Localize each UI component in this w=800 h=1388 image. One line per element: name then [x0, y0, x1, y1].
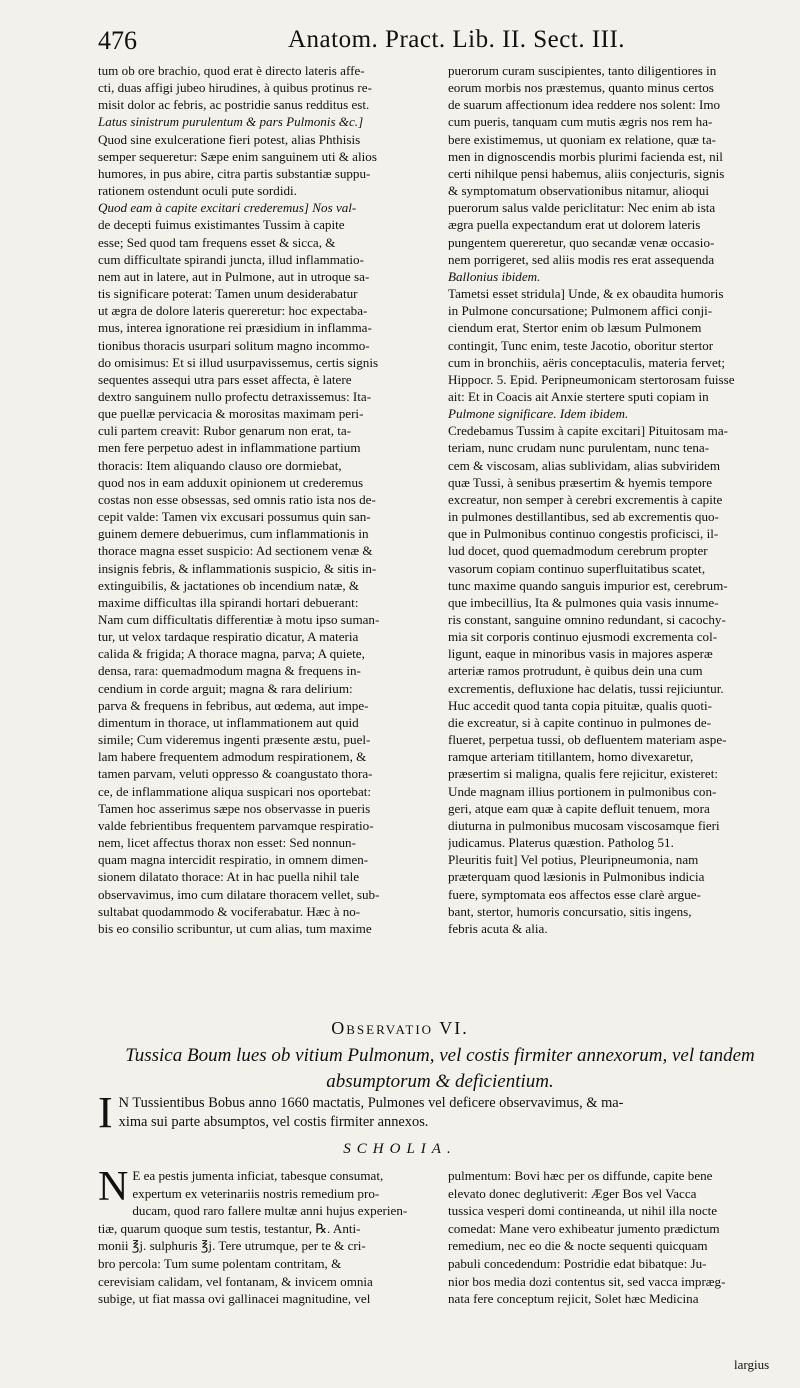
text-line: tur, ut velox tardaque respiratio dicatur, A materia: [98, 629, 359, 645]
text-line: cti, duas affigi jubeo hirudines, à quibus protinus re-: [98, 80, 372, 96]
text-line: cepit valde: Tamen vix excusari possumus quin san-: [98, 509, 371, 525]
running-title: Anatom. Pract. Lib. II. Sect. III.: [288, 26, 626, 53]
text-line: Quod sine exulceratione fieri potest, alias Phthisis: [98, 131, 361, 147]
text-line: quæ Tussi, à senibus præsertim & hyemis tempore: [448, 474, 713, 490]
text-line: remedium, nec eo die & nocte sequenti quicquam: [448, 1238, 708, 1254]
text-line: Pulmone significare. Idem ibidem.: [448, 406, 629, 422]
text-line: puerorum salus valde periclitatur: Nec enim ab ista: [448, 200, 716, 216]
text-line: tionibus thoracis usurpari solitum magno incommo-: [98, 337, 370, 353]
text-line: parva & frequens in febribus, aut œdema, aut impe-: [98, 697, 369, 713]
text-line: nior bos media dozi contentus sit, sed vacca impræg-: [448, 1273, 726, 1289]
text-line: que imbecillius, Ita & pulmones quia vasis innume-: [448, 594, 719, 610]
right-column: [448, 62, 773, 937]
text-line: febris acuta & alia.: [448, 920, 548, 936]
text-line: valde febrientibus frequentem parvamque respiratio-: [98, 817, 374, 833]
text-line: certi nihilque pensi habemus, aliis conjecturis, signis: [448, 165, 725, 181]
observation-intro: [98, 1088, 788, 1137]
text-line: cem & viscosam, alias sublividam, alias subviridem: [448, 457, 721, 473]
text-line: expertum ex veterinariis nostris remedium pro-: [132, 1185, 380, 1201]
text-line: cum pueris, tanquam cum mutis ægris nos rem ha-: [448, 114, 713, 130]
text-line: de suarum affectionum idea reddere nos solent: Imo: [448, 97, 721, 113]
text-line: sequentes assequi utra pars esset affecta, è latere: [98, 371, 352, 387]
text-line: ce, de inflammatione aliqua suspicari nos oportebat:: [98, 783, 372, 799]
text-line: bis eo consilio scribuntur, ut cum alias, tum maxime: [98, 920, 372, 936]
text-line: nata fere conceptum rejicit, Solet hæc Medicina: [448, 1291, 699, 1307]
text-line: insignis febris, & inflammationis suspicio, & sitis in-: [98, 560, 377, 576]
text-line: pabuli concedendum: Postridie edat bibatque: Ju-: [448, 1255, 707, 1271]
text-line: guinem demere debuerimus, cum inflammationis in: [98, 526, 369, 542]
text-line: Ballonius ibidem.: [448, 268, 541, 284]
text-line: que puellæ pervicacia & morositas maximam peri-: [98, 406, 364, 422]
text-line: excrementis, defluxione hac delatis, tussi rejiciuntur.: [448, 680, 724, 696]
text-line: ducam, quod raro fallere multæ anni hujus experien-: [132, 1203, 408, 1219]
text-line: Nam cum difficultatis differentiæ à motu ipso suman-: [98, 612, 380, 627]
text-line: judicamus. Platerus quæstion. Patholog 51.: [448, 835, 674, 851]
text-line: Quod eam à capite excitari crederemus] Nos val-: [98, 200, 357, 216]
text-line: puerorum curam suscipientes, tanto diligentiores in: [448, 63, 717, 78]
text-line: ramque arteriam titillantem, homo divexaretur,: [448, 749, 694, 765]
text-line: esse; Sed quod tam frequens esset & sicca, &: [98, 234, 336, 250]
text-line: arteriæ ramos protrudunt, è quibus dein una cum: [448, 663, 703, 679]
text-line: costas non esse obsessas, sed omnis ratio ista nos de-: [98, 491, 376, 507]
text-line: tis significare poterat: Tamen unum desiderabatur: [98, 286, 358, 302]
text-line: tussica vesperi domi contineanda, ut nihil illa nocte: [448, 1203, 718, 1219]
running-header: [98, 26, 738, 56]
text-line: Huc accedit quod tanta copia pituitæ, qualis quoti-: [448, 697, 712, 713]
text-line: cum difficultate spirandi juncta, illud inflammatio-: [98, 251, 364, 267]
text-line: tunc maxime quando sanguis impurior est, cerebrum-: [448, 577, 728, 593]
text-line: Hippocr. 5. Epid. Peripneumonicam stertorosam fuisse: [448, 371, 735, 387]
scholia-left-column: [98, 1164, 436, 1308]
observation-title: Observatio VI.: [331, 1018, 469, 1038]
text-line: lud docet, quod quemadmodum cerebrum propter: [448, 543, 708, 559]
text-line: præsertim si maligna, qualis fere rejicitur, existeret:: [448, 766, 718, 782]
text-line: quam magna intercidit respiratio, in omnem dimen-: [98, 852, 369, 868]
text-line: bant, stertor, humoris concursatio, sitis ingens,: [448, 903, 692, 919]
text-line: nem, licet affectus thorax non esset: Sed nonnun-: [98, 835, 356, 851]
text-line: elevato donec deglutiverit: Æger Bos vel Vacca: [448, 1185, 697, 1201]
text-line: sionem dilatato thorace: At in hac puella nihil tale: [98, 869, 360, 885]
text-line: die excreatur, si à capite continuo in pulmones de-: [448, 714, 712, 730]
text-line: vasorum copiam continuo superfluitatibus scatet,: [448, 560, 706, 576]
text-line: quod nos in eam adduxit opinionem ut crederemus: [98, 474, 364, 490]
text-line: mia sit corporis continuo ejusmodi excrementa col-: [448, 629, 718, 645]
text-line: dimentum in thorace, ut inflammationem aut quid: [98, 714, 359, 730]
text-line: men fere perpetuo adest in inflammatione partium: [98, 440, 361, 456]
text-line: E ea pestis jumenta inficiat, tabesque consumat,: [132, 1168, 384, 1183]
text-line: contingit, Tunc enim, teste Jacotio, oboritur stertor: [448, 337, 714, 353]
intro-line1: N Tussientibus Bobus anno 1660 mactatis, Pulmones vel deficere observavimus, & ma-: [118, 1095, 624, 1111]
text-line: tamen parvam, veluti oppresso & coangustato thora-: [98, 766, 373, 782]
text-line: thorace magna esset suspicio: Ad sectionem venæ &: [98, 543, 373, 559]
text-line: eorum morbis nos præstemus, quanto minus certos: [448, 80, 714, 96]
text-line: diuturna in pulmonibus mucosam viscosamque fieri: [448, 817, 720, 833]
text-line: ligunt, eaque in minoribus vasis in majores asperæ: [448, 646, 713, 662]
text-line: ut ægra de dolore lateris quereretur: hoc expectaba-: [98, 303, 368, 319]
observation-subtitle-line1: Tussica Boum lues ob vitium Pulmonum, vel costis firmiter annexorum, vel tandem: [125, 1045, 755, 1066]
text-line: simile; Cum videremus ingenti præsente æstu, puel-: [98, 732, 371, 748]
text-line: bere existimemus, ut quoniam ex relatione, quæ ta-: [448, 131, 716, 147]
text-line: densa, rara: quemadmodum magna & frequens in-: [98, 663, 361, 679]
text-line: & symptomatum observationibus nitamur, alioqui: [448, 183, 709, 199]
text-line: Latus sinistrum purulentum & pars Pulmonis &c.]: [98, 114, 364, 130]
text-line: maxime difficultas illa spirandi hortari debuerant:: [98, 594, 359, 610]
text-line: bro percola: Tum sume polentam contritam, &: [98, 1255, 342, 1271]
text-line: geri, atque eam quæ à capite defluit tenuem, mora: [448, 800, 710, 816]
text-line: flueret, perpetua tussi, ob defluentem materiam aspe-: [448, 732, 727, 748]
scholia-heading: SCHOLIA.: [343, 1141, 457, 1157]
text-line: Credebamus Tussim à capite excitari] Pituitosam ma-: [448, 423, 729, 439]
text-line: do omisimus: Et si illud usurpavissemus, certis signis: [98, 354, 379, 370]
scholia-right-column: [448, 1167, 773, 1308]
text-line: ris constant, sanguine omnino redundant, si cacochy-: [448, 612, 726, 627]
text-line: ægra puella expectandum erat ut dolorem lateris: [448, 217, 701, 233]
text-line: præterquam quod læsionis in Pulmonibus indicia: [448, 869, 705, 885]
scholia-drop-cap: N: [98, 1164, 129, 1210]
text-line: teriam, nunc crudam nunc purulentam, nunc tena-: [448, 440, 710, 456]
catchword: largius: [734, 1357, 770, 1372]
text-line: cendium in corde arguit; magna & rara delirium:: [98, 680, 353, 696]
text-line: lam habere frequentem admodum respirationem, &: [98, 749, 367, 765]
text-line: cerevisiam calidam, vel fontanam, & invicem omnia: [98, 1273, 373, 1289]
text-line: cum in bronchiis, aëris conceptaculis, materia fervet;: [448, 354, 726, 370]
left-column: [98, 62, 436, 937]
text-line: de decepti fuimus existimantes Tussim à capite: [98, 217, 345, 233]
text-line: observavimus, imo cum dilatare thoracem vellet, sub-: [98, 886, 380, 902]
text-line: Tametsi esset stridula] Unde, & ex obaudita humoris: [448, 286, 724, 302]
intro-line2: xima sui parte absumptos, vel costis firmiter annexos.: [118, 1114, 429, 1130]
text-line: in pulmones destillantibus, sed ab excrementis quo-: [448, 509, 719, 525]
text-line: Pleuritis fuit] Vel potius, Pleuripneumonia, nam: [448, 852, 699, 868]
text-line: humores, in pus abire, citra partis substantiæ suppu-: [98, 165, 371, 181]
text-line: calida & frigida; A thorace magna, parva; A quiete,: [98, 646, 365, 662]
text-line: fuere, symptomata eos affectos esse clarè argue-: [448, 886, 701, 902]
text-line: nem aut in latere, aut in Pulmone, aut in utroque sa-: [98, 268, 370, 284]
text-line: in Pulmone concursatione; Pulmonem affici conji-: [448, 303, 713, 319]
text-line: que in Pulmonibus continuo congestis proficisci, il-: [448, 526, 719, 542]
text-line: ait: Et in Coacis ait Anxie stertere sputi copiam in: [448, 388, 709, 404]
text-line: ciendum erat, Stertor enim ob læsum Pulmonem: [448, 320, 702, 336]
text-line: mus, interea ignoratione rei præsidium in inflamma-: [98, 320, 372, 336]
text-line: Tamen hoc asserimus sæpe nos observasse in pueris: [98, 800, 371, 816]
text-line: excreatur, non semper à cerebri excrementis à capite: [448, 491, 723, 507]
text-line: pungentem quereretur, quo secandæ venæ occasio-: [448, 234, 715, 250]
text-line: Unde magnam illius portionem in pulmonibus con-: [448, 783, 717, 799]
drop-cap: I: [98, 1088, 113, 1137]
text-line: culi partem creavit: Rubor genarum non erat, ta-: [98, 423, 352, 439]
text-line: comedat: Mane vero exhibeatur jumento prædictum: [448, 1220, 720, 1236]
text-line: tiæ, quarum quoque sum testis, testantur, ℞. Anti-: [98, 1220, 361, 1236]
text-line: sultabat quodammodo & vociferabatur. Hæc à no-: [98, 903, 361, 919]
text-line: semper sequeretur: Sæpe enim sanguinem uti & alios: [98, 148, 377, 164]
text-line: subige, ut fiat massa ovi gallinacei magnitudine, vel: [98, 1291, 371, 1307]
text-line: misit dolor ac febris, ac postridie sanus redditus est.: [98, 97, 370, 113]
text-line: thoracis: Item aliquando clauso ore dormiebat,: [98, 457, 342, 473]
page-number: 476: [98, 26, 137, 55]
text-line: monii ℥j. sulphuris ℥j. Tere utrumque, per te & cri-: [98, 1238, 366, 1254]
text-line: dextro sanguinem nullo profectu detraxissemus: Ita-: [98, 388, 372, 404]
text-line: tum ob ore brachio, quod erat è directo lateris affe-: [98, 63, 365, 78]
text-line: rationem ostendunt oculi pute sordidi.: [98, 183, 297, 199]
text-line: nem porrigeret, sed aliis modis res erat assequenda: [448, 251, 715, 267]
text-line: pulmentum: Bovi hæc per os diffunde, capite bene: [448, 1168, 713, 1183]
observation-subtitle: [110, 1043, 770, 1095]
text-line: extinguibilis, & jactationes ob incendium natæ, &: [98, 577, 360, 593]
observation-subtitle-line2: absumptorum & deficientium.: [326, 1071, 554, 1092]
text-line: men in dignoscendis morbis plurimi facienda est, nil: [448, 148, 723, 164]
